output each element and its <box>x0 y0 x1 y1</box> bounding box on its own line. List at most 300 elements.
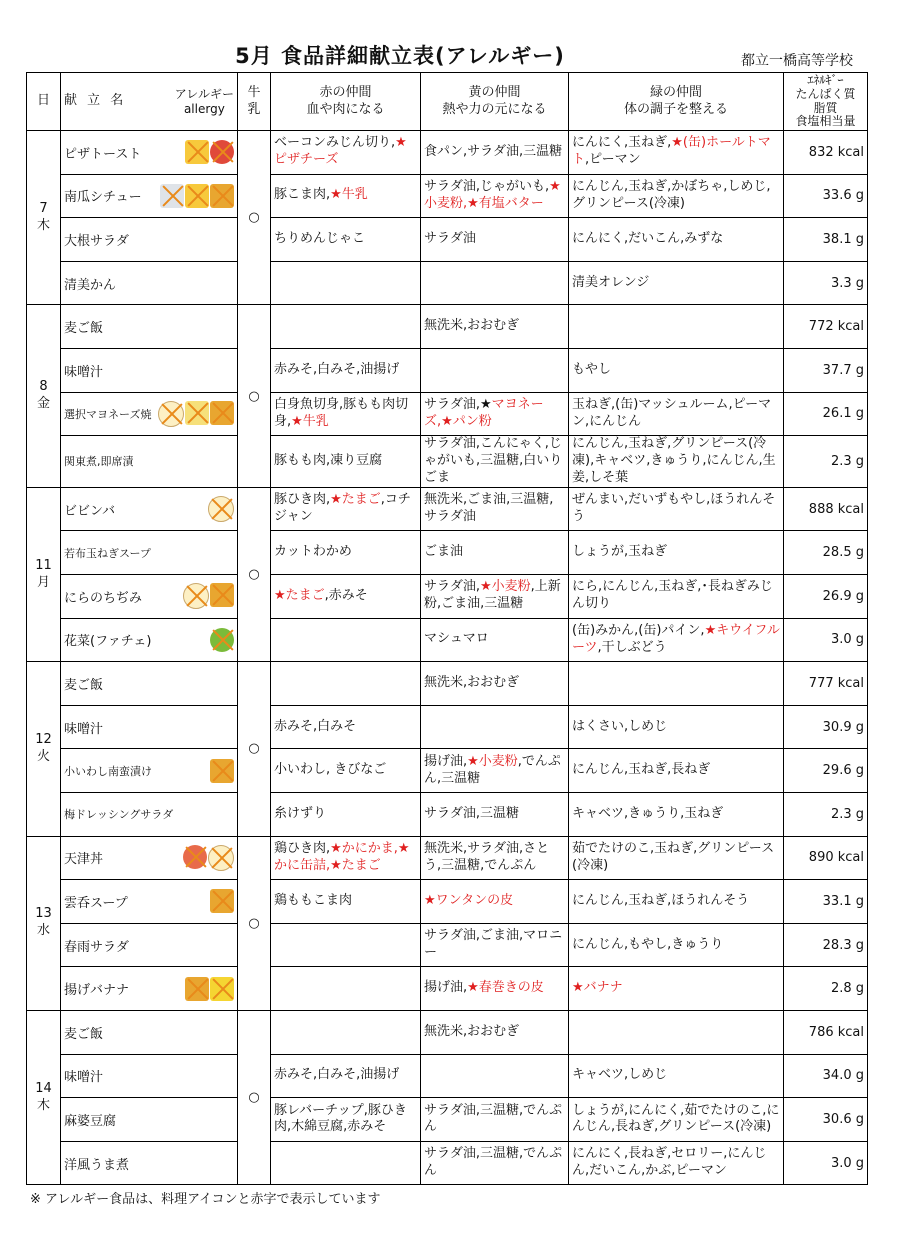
green-group-cell <box>569 531 784 575</box>
menu-table <box>26 72 868 1185</box>
dish-cell <box>61 1010 238 1054</box>
red-group-cell <box>271 923 421 967</box>
day-number: 14 <box>35 1080 52 1096</box>
dish-name: 関東煮,即席漬 <box>64 455 134 469</box>
green-group-cell <box>569 487 784 531</box>
footnote: ※ アレルギー食品は、料理アイコンと赤字で表示しています <box>30 1192 381 1207</box>
table-row <box>27 392 868 436</box>
col-red <box>271 73 421 131</box>
dish-cell <box>61 749 238 793</box>
ingredient-text: 無洗米,ごま油,三温糖,サラダ油 <box>424 492 554 525</box>
ingredient-text: にんじん,玉ねぎ,ほうれんそう <box>572 893 750 909</box>
yellow-group-cell <box>421 705 569 749</box>
ingredient-text: キャベツ,きゅうり,玉ねぎ <box>572 805 724 821</box>
ingredient-text: 鶏ひき肉, <box>274 840 331 856</box>
green-group-cell <box>569 749 784 793</box>
mayo-icon <box>185 401 209 425</box>
red-group-cell <box>271 618 421 662</box>
ingredient-text: 鶏ももこま肉 <box>274 893 353 909</box>
dish-name: 麦ご飯 <box>64 1026 104 1042</box>
col-day: 日 <box>27 73 61 131</box>
flour-icon <box>185 977 209 1001</box>
ingredient-text: 無洗米,おおむぎ <box>424 1023 520 1039</box>
allergen-text: ★たまご <box>330 492 381 508</box>
dish-cell <box>61 261 238 305</box>
menu-body <box>27 131 868 1185</box>
allergy-icons <box>185 977 234 1001</box>
allergy-icons <box>210 628 234 652</box>
ingredient-text: (缶)みかん,(缶)パイン, <box>572 623 705 639</box>
allergy-icons <box>210 889 234 913</box>
nutrition-value: 890 kcal <box>784 836 868 880</box>
ingredient-text: にんじん,玉ねぎ,かぼちゃ,しめじ,グリンピース(冷凍) <box>572 179 771 211</box>
green-group-cell <box>569 705 784 749</box>
green-group-cell <box>569 880 784 924</box>
dish-cell <box>61 923 238 967</box>
ingredient-text: ベーコンみじん切り, <box>274 135 396 151</box>
ingredient-text: にんにく,長ねぎ,セロリー,にんじん,だいこん,かぶ,ピーマン <box>572 1146 767 1179</box>
green-group-cell <box>569 261 784 305</box>
ingredient-text: サラダ油 <box>424 231 476 247</box>
nutrition-value: 33.6 g <box>784 174 868 218</box>
day-cell <box>27 131 61 305</box>
day-number: 7 <box>39 200 48 216</box>
milk-cell: ○ <box>238 131 271 305</box>
ingredient-text: はくさい,しめじ <box>572 718 668 734</box>
milk-cell: ○ <box>238 487 271 661</box>
nutrition-value: 3.3 g <box>784 261 868 305</box>
day-number: 8 <box>39 379 48 395</box>
red-group-cell <box>271 1141 421 1185</box>
weekday: 火 <box>36 748 50 764</box>
dish-cell <box>61 392 238 436</box>
table-row <box>27 705 868 749</box>
nutrition-value: 26.9 g <box>784 575 868 619</box>
cheese-icon <box>185 184 209 208</box>
ingredient-text: 食パン,サラダ油,三温糖 <box>424 143 563 159</box>
col-allergy-en: allergy <box>183 101 225 116</box>
ingredient-text: しょうが,玉ねぎ <box>572 544 668 560</box>
dish-name: 天津丼 <box>64 852 104 868</box>
table-row <box>27 618 868 662</box>
ingredient-text: にんにく,だいこん,みずな <box>572 231 724 247</box>
allergy-icons <box>208 496 234 522</box>
table-row <box>27 923 868 967</box>
dish-name: 味噌汁 <box>64 1070 104 1086</box>
ingredient-text: ぜんまい,だいずもやし,ほうれんそう <box>572 492 776 525</box>
yellow-group-cell <box>421 967 569 1011</box>
ingredient-text: にんにく,玉ねぎ, <box>572 135 672 151</box>
red-group-cell <box>271 174 421 218</box>
crab-icon <box>183 845 207 869</box>
green-group-cell <box>569 662 784 706</box>
ingredient-text: ,でんぷん,三温糖 <box>424 753 561 786</box>
red-group-cell <box>271 1098 421 1142</box>
yellow-group-cell <box>421 174 569 218</box>
green-group-cell <box>569 967 784 1011</box>
nutrition-value: 28.3 g <box>784 923 868 967</box>
ingredient-text: サラダ油,こんにゃく,じゃがいも,三温糖,白いりごま <box>424 436 563 485</box>
weekday: 木 <box>36 1097 50 1113</box>
red-group-cell <box>271 575 421 619</box>
nutrition-value: 30.9 g <box>784 705 868 749</box>
weekday: 月 <box>36 574 50 590</box>
header-row <box>27 73 868 131</box>
ingredient-text: サラダ油,三温糖,でんぷん <box>424 1146 563 1179</box>
red-group-cell <box>271 1054 421 1098</box>
table-row <box>27 836 868 880</box>
dish-name: 揚げバナナ <box>64 983 130 999</box>
ingredient-text: サラダ油, <box>424 579 481 595</box>
dish-cell <box>61 792 238 836</box>
allergen-text: ★ピザチーズ <box>274 135 407 168</box>
nutrition-value: 2.3 g <box>784 436 868 488</box>
dish-name: ビビンバ <box>64 503 116 519</box>
yellow-group-cell <box>421 131 569 175</box>
allergy-icons <box>210 759 234 783</box>
ingredient-text: にんじん,玉ねぎ,長ねぎ <box>572 762 711 778</box>
dish-cell <box>61 131 238 175</box>
dish-cell <box>61 348 238 392</box>
green-group-cell <box>569 348 784 392</box>
ingredient-text: ,赤みそ <box>324 587 368 603</box>
yellow-group-cell <box>421 348 569 392</box>
nutrition-value: 37.7 g <box>784 348 868 392</box>
day-number: 12 <box>35 732 52 747</box>
red-group-cell <box>271 836 421 880</box>
yellow-group-cell <box>421 923 569 967</box>
col-nut-3: 脂質 <box>813 100 838 115</box>
kiwi-icon <box>210 628 234 652</box>
nutrition-value: 2.3 g <box>784 792 868 836</box>
day-cell <box>27 305 61 487</box>
green-group-cell <box>569 392 784 436</box>
col-menu <box>61 73 238 131</box>
col-green <box>569 73 784 131</box>
nutrition-value: 3.0 g <box>784 618 868 662</box>
yellow-group-cell <box>421 792 569 836</box>
yellow-group-cell <box>421 531 569 575</box>
dish-name: 梅ドレッシングサラダ <box>64 808 174 822</box>
allergen-text: マヨネーズ,★パン粉 <box>424 396 544 429</box>
dish-cell <box>61 618 238 662</box>
yellow-group-cell <box>421 392 569 436</box>
table-row <box>27 662 868 706</box>
page-title: 5月 食品詳細献立表(アレルギー) <box>235 44 565 68</box>
nutrition-value: 33.1 g <box>784 880 868 924</box>
dish-name: 清美かん <box>64 277 117 293</box>
egg-icon <box>158 401 184 427</box>
ingredient-text: しょうが,にんにく,茹でたけのこ,にんじん,長ねぎ,グリンピース(冷凍) <box>572 1102 780 1135</box>
dish-cell <box>61 662 238 706</box>
ingredient-text: 茹でたけのこ,玉ねぎ,グリンピース(冷凍) <box>572 840 775 873</box>
table-row <box>27 792 868 836</box>
yellow-group-cell <box>421 218 569 262</box>
allergy-icons <box>158 401 234 427</box>
flour-icon <box>210 889 234 913</box>
day-number: 11 <box>35 557 52 573</box>
green-group-cell <box>569 131 784 175</box>
ingredient-text: サラダ油,ごま油,マロニー <box>424 928 563 961</box>
green-group-cell <box>569 218 784 262</box>
ingredient-text: にんじん,玉ねぎ,グリンピース(冷凍),キャベツ,きゅうり,にんじん,生姜,しそ葉 <box>572 436 776 485</box>
col-menu-label: 献 立 名 <box>64 93 127 109</box>
table-row <box>27 436 868 488</box>
dish-name: 大根サラダ <box>64 233 129 249</box>
allergen-text: ★ワンタンの皮 <box>424 893 514 909</box>
ingredient-text: 揚げ油, <box>424 753 468 769</box>
table-row <box>27 749 868 793</box>
ingredient-text: 無洗米,おおむぎ <box>424 675 520 691</box>
ingredient-text: ごま油 <box>424 544 464 560</box>
dish-cell <box>61 880 238 924</box>
table-row <box>27 1098 868 1142</box>
col-milk-2: 乳 <box>247 101 261 117</box>
allergen-text: ★春巻きの皮 <box>467 980 544 996</box>
yellow-group-cell <box>421 1098 569 1142</box>
red-group-cell <box>271 749 421 793</box>
day-cell <box>27 836 61 1010</box>
yellow-group-cell <box>421 305 569 349</box>
table-row <box>27 261 868 305</box>
col-nut-1: ｴﾈﾙｷﾞｰ <box>807 72 844 87</box>
dish-name: 洋風うま煮 <box>64 1157 130 1173</box>
dish-name: 選択マヨネーズ焼 <box>64 407 152 421</box>
weekday: 水 <box>36 923 50 939</box>
flour-icon <box>210 401 234 425</box>
dish-cell <box>61 1054 238 1098</box>
flour-icon <box>210 184 234 208</box>
green-group-cell <box>569 923 784 967</box>
milk-cell: ○ <box>238 836 271 1010</box>
yellow-group-cell <box>421 662 569 706</box>
dish-name: 若布玉ねぎスープ <box>64 546 151 560</box>
egg-icon <box>208 845 234 871</box>
day-cell <box>27 487 61 661</box>
yellow-group-cell <box>421 618 569 662</box>
allergen-text: ★小麦粉 <box>467 753 518 769</box>
col-green-1: 緑の仲間 <box>649 84 702 100</box>
table-row <box>27 305 868 349</box>
red-group-cell <box>271 392 421 436</box>
col-milk <box>238 73 271 131</box>
yellow-group-cell <box>421 575 569 619</box>
nutrition-value: 28.5 g <box>784 531 868 575</box>
allergen-text: ★たまご <box>274 587 325 603</box>
dish-name: 南瓜シチュー <box>64 190 142 206</box>
dish-cell <box>61 705 238 749</box>
milk-icon <box>160 184 184 208</box>
red-group-cell <box>271 1010 421 1054</box>
col-red-2: 血や肉になる <box>306 101 385 117</box>
ingredient-text: にんじん,もやし,きゅうり <box>572 936 724 952</box>
flour-icon <box>210 759 234 783</box>
table-row <box>27 174 868 218</box>
dish-name: 味噌汁 <box>64 721 104 737</box>
ingredient-text: 無洗米,おおむぎ <box>424 318 520 334</box>
milk-cell: ○ <box>238 662 271 836</box>
col-red-1: 赤の仲間 <box>319 84 372 100</box>
green-group-cell <box>569 1098 784 1142</box>
ingredient-text: マシュマロ <box>424 631 489 647</box>
milk-cell: ○ <box>238 1010 271 1184</box>
ingredient-text: ,干しぶどう <box>597 639 667 655</box>
dish-name: 小いわし南蛮漬け <box>64 764 152 778</box>
green-group-cell <box>569 618 784 662</box>
ingredient-text: サラダ油,三温糖,でんぷん <box>424 1102 563 1135</box>
nutrition-value: 772 kcal <box>784 305 868 349</box>
allergen-text: ★(缶)ホールトマト <box>572 135 771 168</box>
dish-cell <box>61 218 238 262</box>
cheese-icon <box>185 140 209 164</box>
allergen-text: ★牛乳 <box>291 413 329 429</box>
ingredient-text: 無洗米,サラダ油,さとう,三温糖,でんぷん <box>424 840 550 873</box>
col-milk-1: 牛 <box>247 84 261 100</box>
ingredient-text: 白身魚切身,豚もも肉切身, <box>274 396 409 429</box>
dish-cell <box>61 436 238 488</box>
flour-icon <box>210 583 234 607</box>
ingredient-text: 豚こま肉, <box>274 187 331 203</box>
dish-cell <box>61 305 238 349</box>
dish-name: 雲呑スープ <box>64 895 128 911</box>
col-nut-4: 食塩相当量 <box>795 114 856 129</box>
allergy-icons <box>183 583 234 609</box>
nutrition-value: 38.1 g <box>784 218 868 262</box>
dish-name: ピザトースト <box>64 146 142 162</box>
milk-cell: ○ <box>238 305 271 487</box>
yellow-group-cell <box>421 436 569 488</box>
yellow-group-cell <box>421 1010 569 1054</box>
dish-name: 花菜(ファチェ) <box>64 634 152 650</box>
ingredient-text: ,上新粉,ごま油,三温糖 <box>424 579 561 612</box>
ingredient-text: 赤みそ,白みそ <box>274 718 357 734</box>
table-row <box>27 880 868 924</box>
table-row <box>27 487 868 531</box>
nutrition-value: 30.6 g <box>784 1098 868 1142</box>
col-nutrition <box>784 73 868 131</box>
dish-cell <box>61 531 238 575</box>
allergen-text: ★牛乳 <box>330 187 368 203</box>
day-number: 13 <box>35 906 52 922</box>
day-cell <box>27 662 61 836</box>
yellow-group-cell <box>421 880 569 924</box>
ingredient-text: サラダ油,じゃがいも, <box>424 179 550 194</box>
dish-cell <box>61 487 238 531</box>
allergy-icons <box>160 184 234 208</box>
nutrition-value: 34.0 g <box>784 1054 868 1098</box>
ingredient-text: カットわかめ <box>274 544 352 560</box>
ingredient-text: もやし <box>572 361 612 377</box>
nutrition-value: 29.6 g <box>784 749 868 793</box>
green-group-cell <box>569 436 784 488</box>
dish-cell <box>61 1098 238 1142</box>
green-group-cell <box>569 792 784 836</box>
ingredient-text: 清美オレンジ <box>572 274 650 290</box>
green-group-cell <box>569 836 784 880</box>
ingredient-text: にら,にんじん,玉ねぎ,･長ねぎみじん切り <box>572 579 773 612</box>
dish-cell <box>61 575 238 619</box>
ingredient-text: 赤みそ,白みそ,油揚げ <box>274 361 400 377</box>
table-row <box>27 1054 868 1098</box>
dish-name: 麦ご飯 <box>64 321 104 337</box>
dish-name: 春雨サラダ <box>64 939 129 955</box>
red-group-cell <box>271 487 421 531</box>
ingredient-text: ,コチジャン <box>274 492 411 525</box>
table-row <box>27 218 868 262</box>
ingredient-text: 豚ひき肉, <box>274 492 331 508</box>
col-nut-2: たんぱく質 <box>795 86 856 101</box>
nutrition-value: 3.0 g <box>784 1141 868 1185</box>
red-group-cell <box>271 436 421 488</box>
col-yellow-2: 熱や力の元になる <box>442 101 547 117</box>
col-allergy-ja: アレルギー <box>174 87 234 102</box>
table-row <box>27 967 868 1011</box>
tomato-icon <box>210 140 234 164</box>
ingredient-text: サラダ油,三温糖 <box>424 805 520 821</box>
green-group-cell <box>569 1054 784 1098</box>
nutrition-value: 26.1 g <box>784 392 868 436</box>
red-group-cell <box>271 305 421 349</box>
yellow-group-cell <box>421 1141 569 1185</box>
yellow-group-cell <box>421 749 569 793</box>
allergen-text: ★小麦粉,★有塩バター <box>424 179 561 211</box>
yellow-group-cell <box>421 836 569 880</box>
banana-icon <box>210 977 234 1001</box>
ingredient-text: サラダ油,★ <box>424 396 492 412</box>
red-group-cell <box>271 662 421 706</box>
table-row <box>27 348 868 392</box>
day-cell <box>27 1010 61 1184</box>
red-group-cell <box>271 131 421 175</box>
col-green-2: 体の調子を整える <box>623 101 728 117</box>
dish-name: 麦ご飯 <box>64 678 104 693</box>
allergy-icons <box>185 140 234 164</box>
red-group-cell <box>271 880 421 924</box>
table-row <box>27 131 868 175</box>
nutrition-value: 832 kcal <box>784 131 868 175</box>
ingredient-text: 糸けずり <box>274 805 327 821</box>
allergen-text: ★キウイフルーツ <box>572 623 780 655</box>
weekday: 木 <box>36 217 50 233</box>
table-row <box>27 575 868 619</box>
nutrition-value: 777 kcal <box>784 662 868 706</box>
col-yellow-1: 黄の仲間 <box>468 84 521 100</box>
green-group-cell <box>569 575 784 619</box>
red-group-cell <box>271 348 421 392</box>
green-group-cell <box>569 1010 784 1054</box>
red-group-cell <box>271 218 421 262</box>
green-group-cell <box>569 1141 784 1185</box>
ingredient-text: ちりめんじゃこ <box>274 231 366 247</box>
red-group-cell <box>271 792 421 836</box>
allergen-text: ★かにかま,★かに缶詰,★たまご <box>274 840 410 873</box>
ingredient-text: 玉ねぎ,(缶)マッシュルーム,ピーマン,にんじん <box>572 396 772 429</box>
ingredient-text: ,ピーマン <box>585 152 641 168</box>
ingredient-text: 赤みそ,白みそ,油揚げ <box>274 1067 400 1083</box>
yellow-group-cell <box>421 487 569 531</box>
dish-cell <box>61 967 238 1011</box>
dish-name: 味噌汁 <box>64 364 104 380</box>
dish-cell <box>61 174 238 218</box>
nutrition-value: 2.8 g <box>784 967 868 1011</box>
nutrition-value: 888 kcal <box>784 487 868 531</box>
ingredient-text: 揚げ油, <box>424 980 468 996</box>
red-group-cell <box>271 531 421 575</box>
ingredient-text: 小いわし, きびなご <box>274 762 387 778</box>
table-row <box>27 531 868 575</box>
egg-icon <box>208 496 234 522</box>
allergen-text: ★バナナ <box>572 980 623 996</box>
